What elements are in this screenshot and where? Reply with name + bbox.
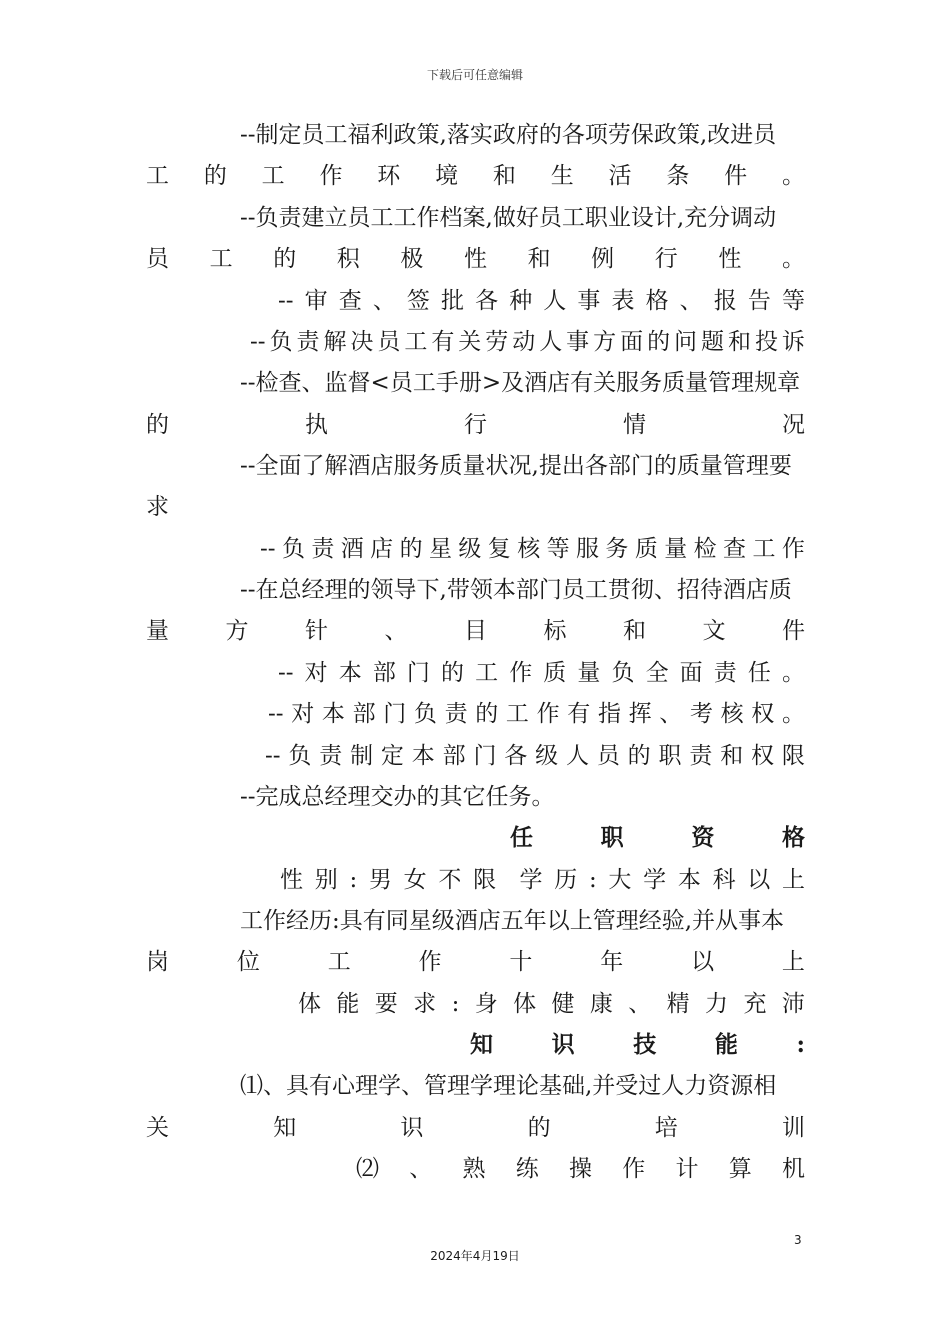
text-char: 决	[350, 329, 374, 355]
text-char: 的	[273, 246, 297, 272]
text-char: 体	[513, 991, 537, 1017]
text-char: 操	[569, 1156, 592, 1182]
text-char: 和	[527, 246, 551, 272]
text-char: 量	[577, 660, 601, 686]
text-char: 的	[475, 701, 499, 727]
text-char: 工	[261, 163, 285, 189]
text-char: 和	[492, 163, 516, 189]
text-char: 门	[383, 701, 407, 727]
text-char: 人	[539, 329, 563, 355]
text-char: 、	[659, 701, 683, 727]
text-char: 别	[314, 867, 338, 893]
text-char: 部	[352, 701, 376, 727]
text-line-2	[146, 160, 805, 192]
text-line-20: 工作经历:具有同星级酒店五年以上管理经验,并从事本	[240, 908, 785, 934]
text-char: 种	[509, 288, 533, 314]
text-char: 动	[512, 329, 536, 355]
text-char: --	[250, 329, 266, 355]
text-char: 指	[597, 701, 621, 727]
text-char: 工	[327, 949, 351, 975]
text-char: 历	[554, 867, 578, 893]
text-char: 有	[567, 701, 591, 727]
text-char: --	[278, 660, 294, 686]
text-char: 面	[679, 660, 703, 686]
text-char: 生	[550, 163, 574, 189]
text-char: 境	[435, 163, 459, 189]
text-char: 方	[593, 329, 617, 355]
text-char: 培	[654, 1115, 678, 1141]
text-char: 上	[782, 867, 805, 893]
text-line-14	[278, 657, 805, 689]
text-char: 。	[781, 163, 805, 189]
text-char: 本	[338, 660, 362, 686]
text-char: 女	[403, 867, 427, 893]
text-char: 核	[720, 701, 744, 727]
text-char: 解	[323, 329, 347, 355]
text-line-15	[268, 698, 805, 730]
text-char: :	[451, 991, 460, 1017]
text-char: 责	[296, 329, 320, 355]
text-char: ⑵	[356, 1156, 379, 1182]
text-char: --	[265, 743, 281, 769]
text-char: 店	[370, 536, 394, 562]
text-char: 级	[458, 536, 482, 562]
text-line-10: 求	[146, 494, 169, 520]
text-char: 情	[623, 412, 646, 438]
text-char: 以	[691, 949, 715, 975]
text-line-12: --在总经理的领导下,带领本部门员工贯彻、招待酒店质	[240, 577, 792, 603]
text-char: 题	[701, 329, 725, 355]
text-char: 质	[634, 536, 658, 562]
text-char: 环	[377, 163, 401, 189]
text-char: 本	[411, 743, 435, 769]
text-char: 面	[620, 329, 644, 355]
text-char: 格	[781, 824, 805, 851]
text-char: 作	[418, 949, 442, 975]
text-char: 职	[600, 824, 624, 851]
text-char: 质	[543, 660, 567, 686]
text-char: 工	[209, 246, 233, 272]
text-char: 制	[350, 743, 374, 769]
text-char: 格	[645, 288, 669, 314]
text-char: 况	[782, 412, 805, 438]
text-char: 复	[487, 536, 511, 562]
text-char: 的	[146, 412, 169, 438]
text-char: 负	[413, 701, 437, 727]
text-char: 务	[605, 536, 629, 562]
text-char: 挥	[628, 701, 652, 727]
text-char: 诉	[781, 329, 805, 355]
text-char: 等	[781, 288, 805, 314]
text-char: 对	[304, 660, 328, 686]
text-char: 年	[600, 949, 624, 975]
text-char: 表	[611, 288, 635, 314]
text-char: 性	[463, 246, 487, 272]
text-line-25	[146, 1112, 805, 1144]
text-char: 工	[475, 660, 499, 686]
text-char: 力	[705, 991, 729, 1017]
text-char: 充	[743, 991, 767, 1017]
text-line-1: --制定员工福利政策,落实政府的各项劳保政策,改进员	[240, 122, 777, 148]
text-char: 熟	[462, 1156, 486, 1182]
text-char: 健	[551, 991, 575, 1017]
text-line-9: --全面了解酒店服务质量状况,提出各部门的质量管理要	[240, 453, 792, 479]
text-char: 工	[404, 329, 428, 355]
text-line-16	[265, 740, 805, 772]
text-char: 量	[146, 618, 169, 644]
text-char: 作	[536, 701, 560, 727]
text-char: 能	[714, 1031, 738, 1058]
text-line-17: --完成总经理交办的其它任务。	[240, 784, 555, 810]
text-char: 和	[623, 618, 646, 644]
text-char: 练	[515, 1156, 539, 1182]
text-char: 作	[509, 660, 533, 686]
text-char: 全	[645, 660, 669, 686]
text-char: 级	[535, 743, 559, 769]
text-char: 作	[622, 1156, 646, 1182]
page-header: 下载后可任意编辑	[426, 68, 523, 82]
section-heading-skills	[470, 1029, 805, 1061]
text-char: 求	[413, 991, 437, 1017]
text-char: 人	[543, 288, 567, 314]
text-line-4	[146, 243, 805, 275]
text-char: :	[349, 867, 358, 893]
text-char: 、	[679, 288, 703, 314]
text-char: 的	[441, 660, 465, 686]
text-char: 核	[517, 536, 541, 562]
text-char: 各	[504, 743, 528, 769]
text-char: 定	[380, 743, 404, 769]
text-char: 本	[321, 701, 345, 727]
text-char: 投	[754, 329, 778, 355]
text-char: 大	[608, 867, 632, 893]
text-char: 精	[666, 991, 690, 1017]
text-char: 权	[751, 701, 775, 727]
text-char: 训	[781, 1115, 805, 1141]
text-char: 学	[643, 867, 667, 893]
text-char: 责	[319, 743, 343, 769]
text-char: 算	[728, 1156, 752, 1182]
text-line-22	[298, 988, 805, 1020]
text-line-6	[250, 326, 805, 358]
text-char: --	[268, 701, 284, 727]
text-char: 识	[551, 1031, 575, 1058]
text-char: 科	[712, 867, 736, 893]
text-char: 等	[546, 536, 570, 562]
text-char: 关	[458, 329, 482, 355]
text-char: 的	[527, 1115, 551, 1141]
text-char: 、	[372, 288, 396, 314]
text-char: 负	[288, 743, 312, 769]
text-char: 问	[674, 329, 698, 355]
text-char: 责	[713, 660, 737, 686]
page-footer-date: 2024年4月19日	[430, 1249, 520, 1263]
text-char: 和	[720, 743, 744, 769]
text-char: 积	[336, 246, 360, 272]
text-char: 检	[693, 536, 717, 562]
text-char: 量	[664, 536, 688, 562]
text-char: 的	[203, 163, 227, 189]
text-char: --	[278, 288, 294, 314]
text-char: 知	[470, 1031, 493, 1058]
text-char: 查	[723, 536, 747, 562]
text-char: --	[260, 536, 276, 562]
text-char: 的	[627, 743, 651, 769]
text-char: 学	[519, 867, 543, 893]
text-char: 机	[782, 1156, 805, 1182]
text-char: 体	[298, 991, 321, 1017]
text-char: 性	[718, 246, 742, 272]
text-char: 签	[406, 288, 430, 314]
text-char: 。	[781, 246, 805, 272]
text-char: 方	[225, 618, 249, 644]
text-char: 行	[464, 412, 487, 438]
text-char: 行	[654, 246, 678, 272]
text-char: :	[588, 867, 597, 893]
text-char: 条	[666, 163, 690, 189]
text-char: 审	[304, 288, 328, 314]
text-char: 件	[724, 163, 748, 189]
text-char: 目	[464, 618, 487, 644]
text-char: 、	[384, 618, 408, 644]
text-char: 员	[596, 743, 620, 769]
text-char: 负	[611, 660, 635, 686]
text-char: 、	[628, 991, 652, 1017]
text-char: 的	[399, 536, 423, 562]
text-char: 。	[781, 660, 805, 686]
text-char: 、	[409, 1156, 433, 1182]
text-char: 人	[565, 743, 589, 769]
text-char: 标	[543, 618, 567, 644]
text-char: 报	[713, 288, 737, 314]
text-char: 上	[781, 949, 805, 975]
text-char: 员	[377, 329, 401, 355]
text-char: :	[796, 1031, 805, 1058]
text-line-11	[260, 533, 805, 565]
text-char: 件	[782, 618, 805, 644]
text-char: 不	[438, 867, 462, 893]
text-char: 酒	[340, 536, 364, 562]
text-char: 事	[566, 329, 590, 355]
text-char: 各	[475, 288, 499, 314]
text-char: 职	[658, 743, 682, 769]
text-char: 服	[576, 536, 600, 562]
text-char: 限	[781, 743, 805, 769]
text-char: 权	[751, 743, 775, 769]
text-char: 极	[400, 246, 424, 272]
text-char: 工	[146, 163, 169, 189]
text-char: 部	[442, 743, 466, 769]
text-line-19	[280, 864, 805, 896]
text-char: 事	[577, 288, 601, 314]
text-char: 沛	[781, 991, 805, 1017]
text-char: 责	[444, 701, 468, 727]
text-char: 劳	[485, 329, 509, 355]
text-char: 考	[689, 701, 713, 727]
text-char: 任	[510, 824, 533, 851]
text-line-13	[146, 615, 805, 647]
section-heading-qualifications	[510, 822, 805, 854]
text-char: 有	[431, 329, 455, 355]
text-char: 知	[273, 1115, 297, 1141]
text-char: 对	[291, 701, 315, 727]
text-char: 责	[689, 743, 713, 769]
text-char: 任	[747, 660, 771, 686]
text-char: 性	[280, 867, 303, 893]
text-line-21	[146, 946, 805, 978]
text-char: 星	[428, 536, 452, 562]
text-char: 作	[319, 163, 343, 189]
text-char: 文	[702, 618, 726, 644]
text-char: 员	[146, 246, 169, 272]
text-char: 作	[781, 536, 805, 562]
text-char: 关	[146, 1115, 169, 1141]
text-char: 和	[727, 329, 751, 355]
text-char: 工	[752, 536, 776, 562]
text-char: 例	[591, 246, 615, 272]
text-char: 活	[608, 163, 632, 189]
text-char: 限	[473, 867, 497, 893]
text-char: 以	[747, 867, 771, 893]
text-char: 能	[336, 991, 360, 1017]
text-char: 身	[474, 991, 498, 1017]
text-char: 执	[305, 412, 328, 438]
text-char: 责	[311, 536, 335, 562]
text-char: 工	[505, 701, 529, 727]
text-line-3: --负责建立员工工作档案,做好员工职业设计,充分调动	[240, 205, 777, 231]
text-line-7: --检查、监督<员工手册>及酒店有关服务质量管理规章	[240, 370, 801, 396]
text-char: 批	[441, 288, 465, 314]
text-line-8	[146, 409, 805, 441]
text-line-5	[278, 285, 805, 317]
text-char: 男	[368, 867, 392, 893]
text-char: 资	[691, 824, 715, 851]
text-char: 针	[305, 618, 328, 644]
text-char: 的	[647, 329, 671, 355]
text-char: 告	[747, 288, 771, 314]
text-char: 计	[675, 1156, 699, 1182]
text-char: 。	[781, 701, 805, 727]
text-char: 识	[400, 1115, 424, 1141]
text-char: 负	[281, 536, 305, 562]
text-char: 部	[372, 660, 396, 686]
text-char: 技	[633, 1031, 657, 1058]
page-number: 3	[794, 1233, 802, 1247]
text-line-26	[356, 1153, 805, 1185]
text-line-24: ⑴、具有心理学、管理学理论基础,并受过人力资源相	[240, 1073, 777, 1099]
text-char: 十	[509, 949, 533, 975]
text-char: 门	[473, 743, 497, 769]
text-char: 康	[589, 991, 613, 1017]
text-char: 查	[338, 288, 362, 314]
text-char: 位	[236, 949, 260, 975]
text-char: 门	[406, 660, 430, 686]
text-char: 要	[374, 991, 398, 1017]
text-char: 岗	[146, 949, 169, 975]
text-char: 本	[677, 867, 701, 893]
text-char: 负	[269, 329, 293, 355]
